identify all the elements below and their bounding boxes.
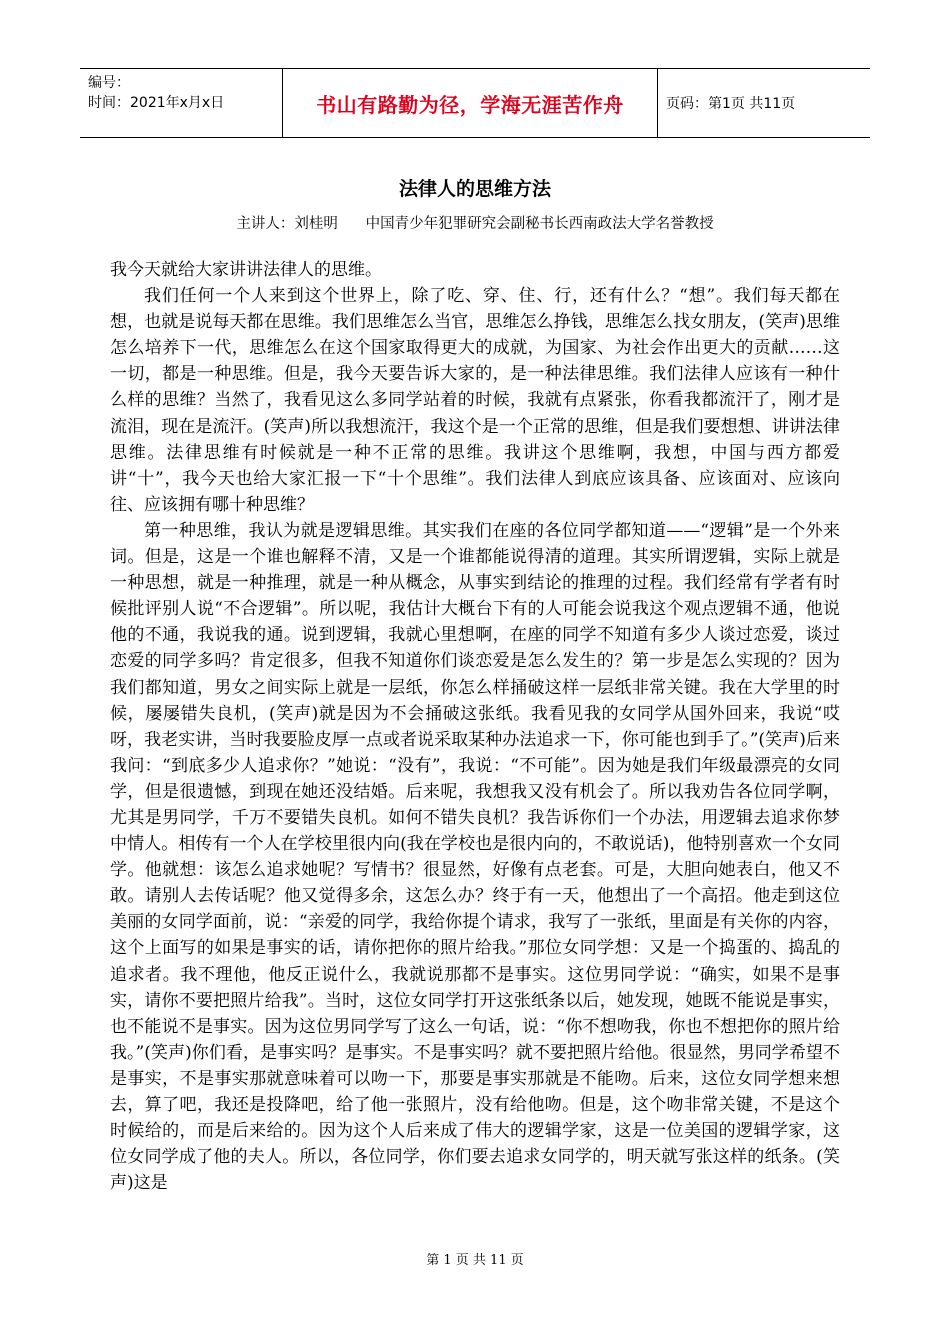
speaker-line: 主讲人：刘桂明 中国青少年犯罪研究会副秘书长西南政法大学名誉教授 xyxy=(236,216,714,232)
header-motto: 书山有路勤为径，学海无涯苦作舟 xyxy=(283,69,658,137)
paragraph: 我们任何一个人来到这个世界上，除了吃、穿、住、行，还有什么？“想”。我们每天都在想，也就是说每天都在思维。我们思维怎么当官，思维怎么挣钱，思维怎么找女朋友，(笑声)思维怎么培养下一代，思维怎么在这个国家取得更大的成就，为国家、为社会作出更大的贡献……这一切，都是一种思维。但是，我今天要告诉大家的，是一种法律思维。我们法律人应该有一种什么样的思维？当然了，我看见这么多同学站着的时候，我就有点紧张，你看我都流汗了，刚才是流泪，现在是流汗。(笑声)所以我想流汗，我这个是一个正常的思维，但是我们要想想、讲讲法律思维。法律思维有时候就是一种不正常的思维。我讲这个思维啊，我想，中国与西方都爱讲“十”，我今天也给大家汇报一下“十个思维”。我们法律人到底应该具备、应该面对、应该向往、应该拥有哪十种思维？ xyxy=(110,286,840,515)
page-footer: 第 1 页 共 11 页 xyxy=(426,1253,524,1268)
header-page-info: 页码：第1页 共11页 xyxy=(666,96,796,112)
header-meta xyxy=(80,69,283,137)
paragraph: 第一种思维，我认为就是逻辑思维。其实我们在座的各位同学都知道——“逻辑”是一个外来词。但是，这是一个谁也解释不清，又是一个谁都能说得清的道理。其实所谓逻辑，实际上就是一种思想，就是一种推理，就是一种从概念，从事实到结论的推理的过程。我们经常有学者有时候批评别人说“不合逻辑”。所以呢，我估计大概台下有的人可能会说我这个观点逻辑不通，他说他的不通，我说我的通。说到逻辑，我就心里想啊，在座的同学不知道有多少人谈过恋爱，谈过恋爱的同学多吗？肯定很多，但我不知道你们谈恋爱是怎么发生的？第一步是怎么实现的？因为我们都知道，男女之间实际上就是一层纸，你怎么样捅破这样一层纸非常关键。我在大学里的时候，屡屡错失良机，(笑声)就是因为不会捅破这张纸。我看见我的女同学从国外回来，我说“哎呀，我老实讲，当时我要脸皮厚一点或者说采取某种办法追求一下，你可能也到手了。”(笑声)后来我问：“到底多少人追求你？”她说：“没有”，我说：“不可能”。因为她是我们年级最漂亮的女同学，但是很遗憾，到现在她还没结婚。后来呢，我想我又没有机会了。所以我劝告各位同学啊，尤其是男同学，千万不要错失良机。如何不错失良机？我告诉你们一个办法，用逻辑去追求你梦中情人。相传有一个人在学校里很内向(我在学校也是很内向的，不敢说话)，他特别喜欢一个女同学。他就想：该怎么追求她呢？写情书？很显然，好像有点老套。可是，大胆向她表白，他又不敢。请别人去传话呢？他又觉得多余，这怎么办？终于有一天，他想出了一个高招。他走到这位美丽的女同学面前，说：“亲爱的同学，我给你提个请求，我写了一张纸，里面是有关你的内容，这个上面写的如果是事实的话，请你把你的照片给我。”那位女同学想：又是一个捣蛋的、捣乱的追求者。我不理他，他反正说什么，我就说那都不是事实。这位男同学说：“确实，如果不是事实，请你不要把照片给我”。当时，这位女同学打开这张纸条以后，她发现，她既不能说是事实，也不能说不是事实。因为这位男同学写了这么一句话，说：“你不想吻我，你也不想把你的照片给我。”(笑声)你们看，是事实吗？是事实。不是事实吗？就不要把照片给他。很显然，男同学希望不是事实，不是事实那就意味着可以吻一下，那要是事实那就是不能吻。后来，这位女同学想来想去，算了吧，我还是投降吧，给了他一张照片，没有给他吻。但是，这个吻非常关键，不是这个时候给的，而是后来给的。因为这个人后来成了伟大的逻辑学家，这是一位美国的逻辑学家，这位女同学成了他的夫人。所以，各位同学，你们要去追求女同学的，明天就写张这样的纸条。(笑声)这是 xyxy=(110,520,840,1194)
document-title: 法律人的思维方法 xyxy=(398,178,551,200)
header-table xyxy=(80,68,870,138)
paragraph: 我今天就给大家讲讲法律人的思维。 xyxy=(110,260,382,280)
document-time-label: 时间：2021年x月x日 xyxy=(88,95,225,111)
document-number-label: 编号： xyxy=(88,75,130,91)
document-body xyxy=(110,257,840,1196)
